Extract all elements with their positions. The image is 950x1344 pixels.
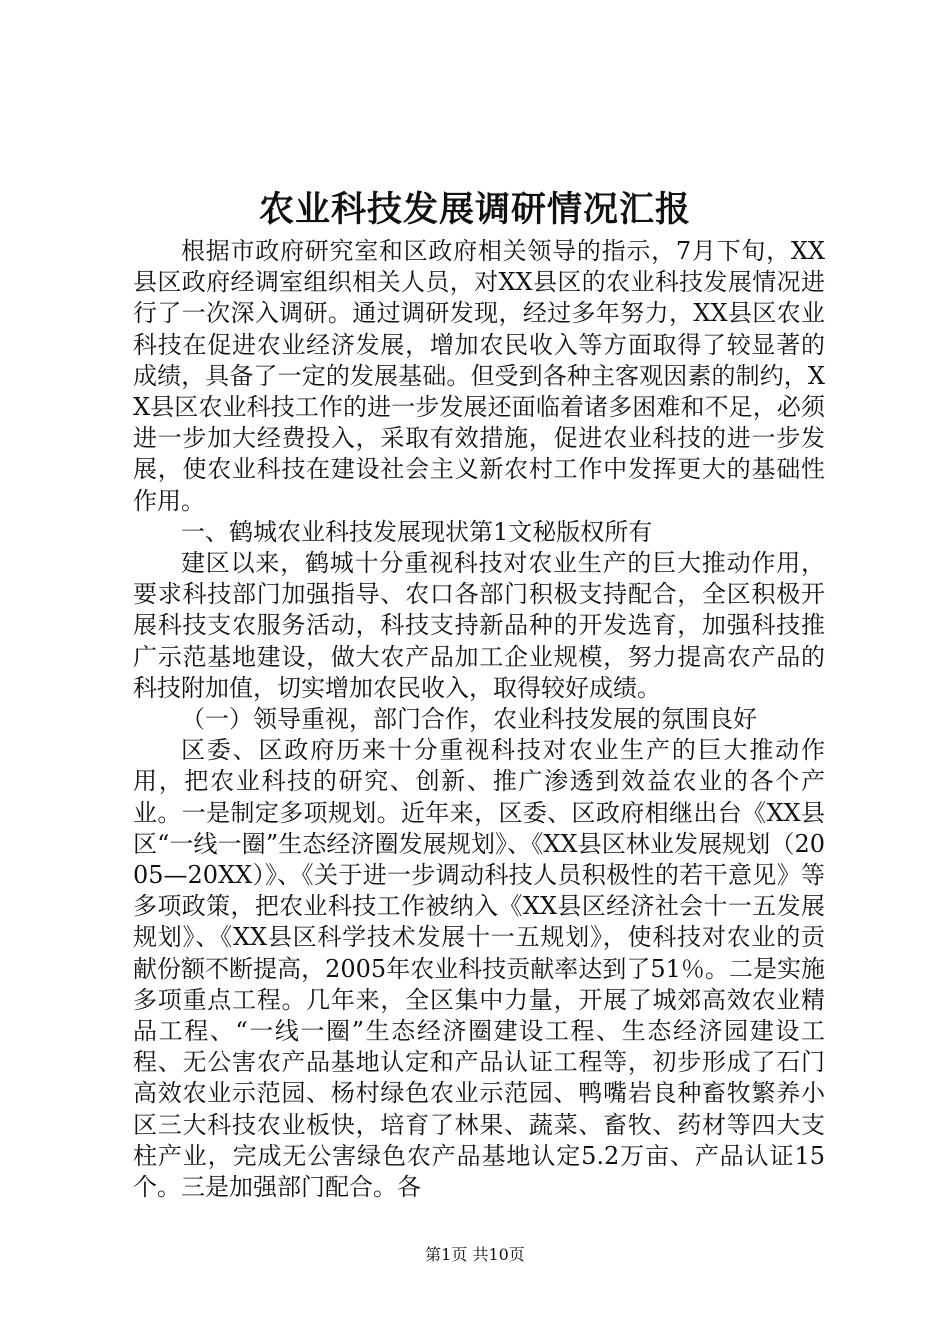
- section-heading-1: 一、鹤城农业科技发展现状第1文秘版权所有: [181, 517, 653, 546]
- subsection-heading-1: （一）领导重视，部门合作，农业科技发展的氛围良好: [181, 705, 757, 734]
- paragraph-current-status: 建区以来，鹤城十分重视科技对农业生产的巨大推动作用，要求科技部门加强指导、农口各部门积极支持配合，全区积极开展科技支农服务活动，科技支持新品种的开发选育，加强科技推广示范基地建设，做大农产品加工企业规模，努力提高农产品的科技附加值，切实增加农民收入，取得较好成绩。: [133, 549, 825, 702]
- document-body: [133, 236, 825, 1203]
- document-title: 农业科技发展调研情况汇报: [258, 189, 691, 230]
- paragraph-intro: 根据市政府研究室和区政府相关领导的指示，7月下旬，XX县区政府经调室组织相关人员，对XX县区的农业科技发展情况进行了一次深入调研。通过调研发现，经过多年努力，XX县区农业科技在促进农业经济发展，增加农民收入等方面取得了较显著的成绩，具备了一定的发展基础。但受到各种主客观因素的制约，XX县区农业科技工作的进一步发展还面临着诸多困难和不足，必须进一步加大经费投入，采取有效措施，促进农业科技的进一步发展，使农业科技在建设社会主义新农村工作中发挥更大的基础性作用。: [133, 237, 825, 515]
- paragraph-leadership: 区委、区政府历来十分重视科技对农业生产的巨大推动作用，把农业科技的研究、创新、推广渗透到效益农业的各个产业。一是制定多项规划。近年来，区委、区政府相继出台《XX县区“一线一圈”生态经济圈发展规划》、《XX县区林业发展规划（2005—20XX）》、《关于进一步调动科技人员积极性的若干意见》等多项政策，把农业科技工作被纳入《XX县区经济社会十一五发展规划》、《XX县区科学技术发展十一五规划》，使科技对农业的贡献份额不断提高，2005年农业科技贡献率达到了51％。二是实施多项重点工程。几年来，全区集中力量，开展了城郊高效农业精品工程、“一线一圈”生态经济圈建设工程、生态经济园建设工程、无公害农产品基地认定和产品认证工程等，初步形成了石门高效农业示范园、杨村绿色农业示范园、鸭嘴岩良种畜牧繁养小区三大科技农业板快，培育了林果、蔬菜、畜牧、药材等四大支柱产业，完成无公害绿色农产品基地认定5.2万亩、产品认证15个。三是加强部门配合。各: [133, 736, 825, 1202]
- page-footer: 第1页 共10页: [425, 1245, 525, 1264]
